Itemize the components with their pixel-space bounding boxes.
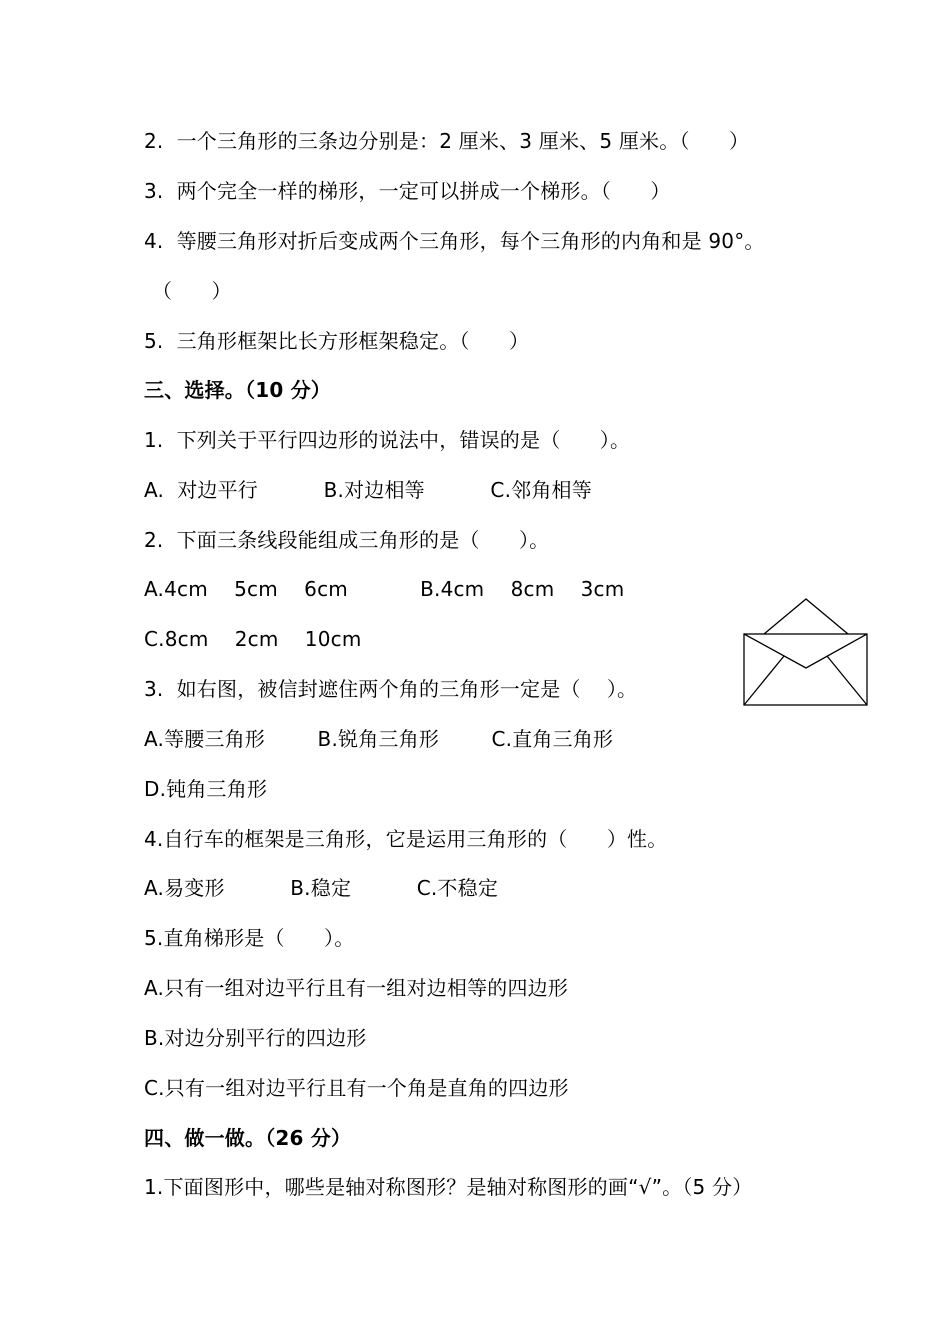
judge-q3: 3. 两个完全一样的梯形，一定可以拼成一个梯形。（ ）: [144, 179, 671, 203]
choice-q2-option-c: C.8cm 2cm 10cm: [144, 627, 362, 651]
section-3-heading: 三、选择。（10 分）: [144, 378, 331, 402]
choice-q4: 4.自行车的框架是三角形，它是运用三角形的（ ）性。: [144, 827, 668, 851]
triangle-top-tip: [764, 599, 848, 634]
choice-q5-option-b: B.对边分别平行的四边形: [144, 1026, 367, 1050]
judge-q5: 5. 三角形框架比长方形框架稳定。（ ）: [144, 329, 530, 353]
choice-q2-options-ab: A.4cm 5cm 6cm B.4cm 8cm 3cm: [144, 577, 625, 601]
judge-q4-answer-paren: （ ）: [152, 279, 232, 303]
envelope-left-fold: [744, 656, 784, 705]
choice-q5: 5.直角梯形是（ ）。: [144, 926, 355, 950]
envelope-triangle-figure: [742, 596, 870, 708]
choice-q3: 3. 如右图，被信封遮住两个角的三角形一定是（ ）。: [144, 677, 638, 701]
choice-q4-options: A.易变形 B.稳定 C.不稳定: [144, 876, 499, 900]
activity-q1: 1.下面图形中，哪些是轴对称图形？是轴对称图形的画“√”。（5 分）: [144, 1175, 753, 1199]
choice-q1: 1. 下列关于平行四边形的说法中，错误的是（ ）。: [144, 428, 631, 452]
judge-q4: 4. 等腰三角形对折后变成两个三角形，每个三角形的内角和是 90°。: [144, 229, 765, 253]
judge-q2: 2. 一个三角形的三条边分别是：2 厘米、3 厘米、5 厘米。（ ）: [144, 129, 750, 153]
envelope-flap: [744, 634, 867, 668]
choice-q5-option-c: C.只有一组对边平行且有一个角是直角的四边形: [144, 1076, 569, 1100]
choice-q2: 2. 下面三条线段能组成三角形的是（ ）。: [144, 528, 550, 552]
choice-q3-option-d: D.钝角三角形: [144, 777, 268, 801]
envelope-right-fold: [827, 656, 867, 705]
choice-q3-options-abc: A.等腰三角形 B.锐角三角形 C.直角三角形: [144, 727, 614, 751]
section-4-heading: 四、做一做。（26 分）: [144, 1126, 352, 1150]
choice-q1-options: A. 对边平行 B.对边相等 C.邻角相等: [144, 478, 592, 502]
choice-q5-option-a: A.只有一组对边平行且有一组对边相等的四边形: [144, 976, 569, 1000]
